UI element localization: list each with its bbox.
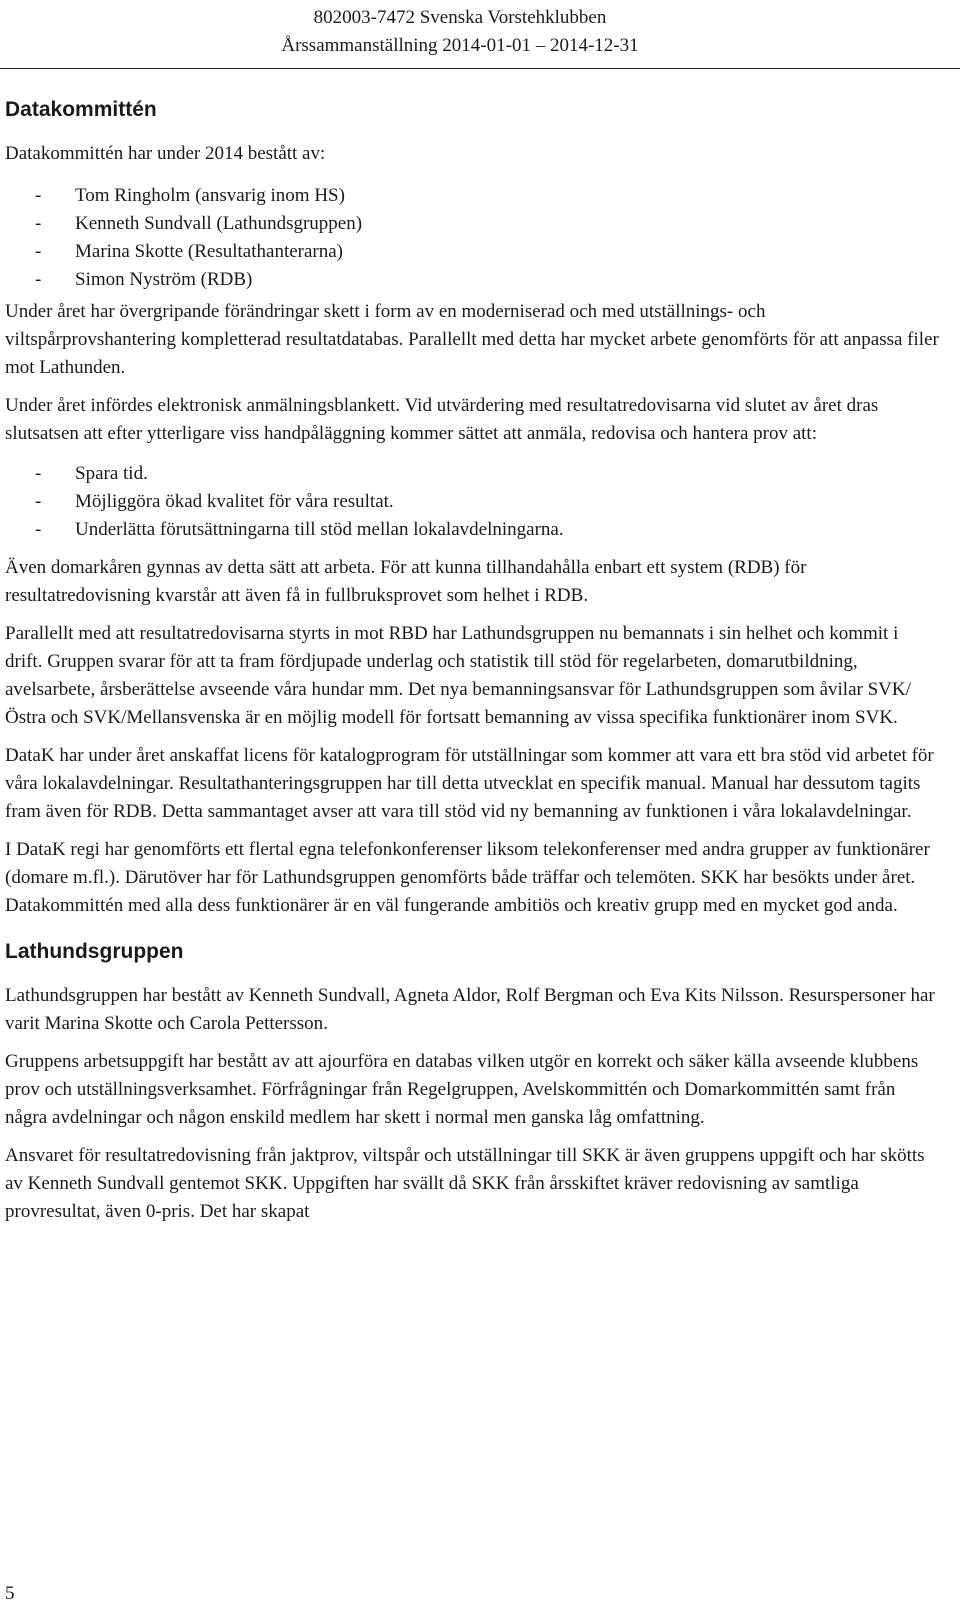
list-item: - Möjliggöra ökad kvalitet för våra resultat. <box>5 488 940 516</box>
list-item: - Kenneth Sundvall (Lathundsgruppen) <box>5 210 940 238</box>
paragraph: I DataK regi har genomförts ett flertal egna telefonkonferenser liksom telekonferenser med andra grupper av funktionärer (domare m.fl.). Därutöver har för Lathundsgruppen genomförts både träffar och telemöten. SKK har besökts under året. Datakommittén med alla dess funktionärer är en väl fungerande ambitiös och kreativ grupp med en mycket god anda. <box>5 839 930 916</box>
paragraph: Parallellt med att resultatredovisarna styrts in mot RBD har Lathundsgruppen nu bemannats i sin helhet och kommit i drift. Gruppen svarar för att ta fram fördjupade underlag och statistik till stöd för regelarbeten, domarutbildning, avelsarbete, årsberättelse avseende våra hundar mm. Det nya bemanningsansvar för Lathundsgruppen som åvilar SVK/Östra och SVK/Mellansvenska är en möjlig modell för fortsatt bemanning av vissa specifika funktionärer inom SVK. <box>5 623 911 728</box>
list-item: - Spara tid. <box>5 460 940 488</box>
document-body <box>5 96 940 1236</box>
paragraph: Gruppens arbetsuppgift har bestått av att ajourföra en databas vilken utgör en korrekt och säker källa avseende klubbens prov och utställningsverksamhet. Förfrågningar från Regelgruppen, Avelskommittén och Domarkommittén samt från några avdelningar och någon enskild medlem har skett i normal men ganska låg omfattning. <box>5 1051 919 1128</box>
paragraph: DataK har under året anskaffat licens för katalogprogram för utställningar som kommer att vara ett bra stöd vid arbetet för våra lokalavdelningar. Resultathanteringsgruppen har till detta utvecklat en specifik manual. Manual har dessutom tagits fram även för RDB. Detta sammantaget avser att vara till stöd vid ny bemanning av funktionen i våra lokalavdelningar. <box>5 745 934 822</box>
list-item: - Underlätta förutsättningarna till stöd mellan lokalavdelningarna. <box>5 516 940 544</box>
list-item: - Marina Skotte (Resultathanterarna) <box>5 238 940 266</box>
header-divider <box>0 68 960 69</box>
paragraph: Under året infördes elektronisk anmälningsblankett. Vid utvärdering med resultatredovisarna vid slutet av året dras slutsatsen att efter ytterligare viss handpåläggning kommer sättet att anmäla, redovisa och hantera prov att: <box>5 395 879 444</box>
goals-list <box>5 460 940 544</box>
intro-paragraph: Datakommittén har under 2014 bestått av: <box>5 143 326 164</box>
paragraph: Under året har övergripande förändringar skett i form av en moderniserad och med utställnings- och viltspårprovshantering kompletterad resultatdatabas. Parallellt med detta har mycket arbete genomförts för att anpassa filer mot Lathunden. <box>5 301 939 378</box>
page-header <box>250 4 670 60</box>
header-org: 802003-7472 Svenska Vorstehklubben <box>313 7 607 28</box>
header-period: Årssammanställning 2014-01-01 – 2014-12-31 <box>281 35 639 56</box>
page-number: 5 <box>5 1583 15 1604</box>
paragraph: Lathundsgruppen har bestått av Kenneth Sundvall, Agneta Aldor, Rolf Bergman och Eva Kits Nilsson. Resurspersoner har varit Marina Skotte och Carola Pettersson. <box>5 985 935 1034</box>
section-title-datakommitten: Datakommittén <box>5 98 157 121</box>
list-item: - Tom Ringholm (ansvarig inom HS) <box>5 182 940 210</box>
paragraph: Ansvaret för resultatredovisning från jaktprov, viltspår och utställningar till SKK är även gruppens uppgift och har skötts av Kenneth Sundvall gentemot SKK. Uppgiften har svällt då SKK från årsskiftet kräver redovisning av samtliga provresultat, även 0-pris. Det har skapat <box>5 1145 925 1222</box>
section-title-lathundsgruppen: Lathundsgruppen <box>5 940 184 963</box>
list-item: - Simon Nyström (RDB) <box>5 266 940 294</box>
paragraph: Även domarkåren gynnas av detta sätt att arbeta. För att kunna tillhandahålla enbart ett system (RDB) för resultatredovisning kvarstår att även få in fullbruksprovet som helhet i RDB. <box>5 557 807 606</box>
member-list <box>5 182 940 294</box>
